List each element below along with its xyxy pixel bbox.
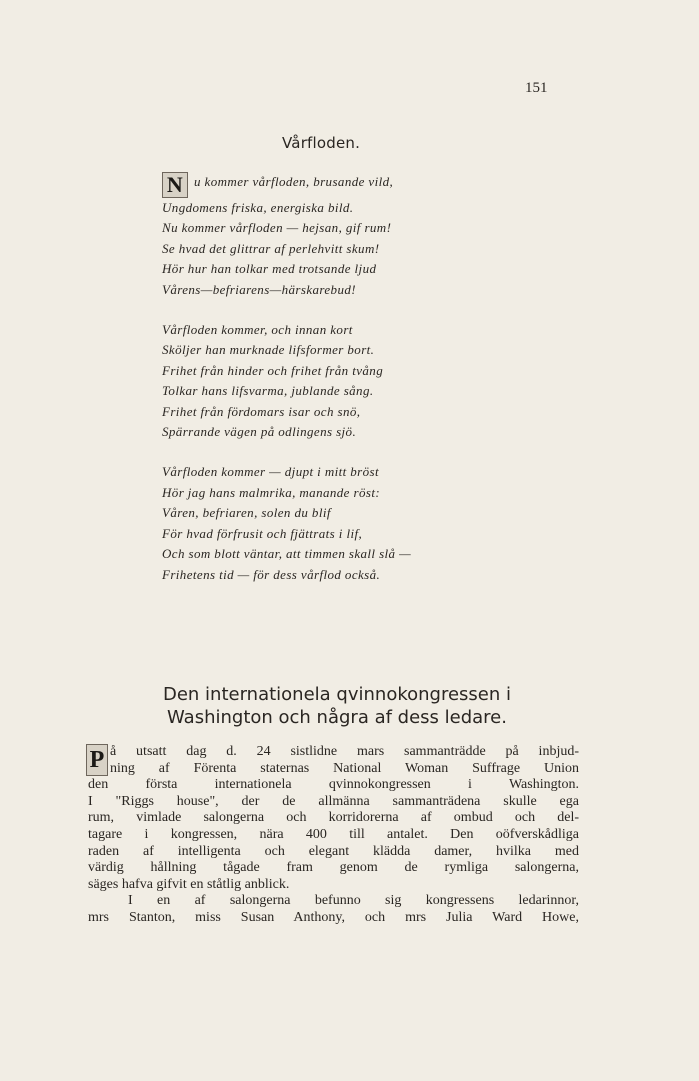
article-body bbox=[88, 744, 579, 927]
article-line: I en af salongerna befunno sig kongressens ledarinnor, bbox=[128, 893, 579, 909]
poem-line: Och som blott väntar, att timmen skall slå — bbox=[162, 546, 412, 562]
article-line: mrs Stanton, miss Susan Anthony, och mrs Julia Ward Howe, bbox=[88, 909, 579, 925]
article-title-line-2: Washington och några af dess ledare. bbox=[167, 707, 507, 728]
article-line: tagare i kongressen, nära 400 till antalet. Den oöfverskådliga bbox=[88, 826, 579, 842]
poem-line: Våren, befriaren, solen du blif bbox=[162, 505, 331, 521]
poem-line: Sköljer han murknade lifsformer bort. bbox=[162, 342, 375, 358]
article-line: rum, vimlade salongerna och korridorerna af ombud och del- bbox=[88, 810, 579, 826]
poem-line: Frihet från fördomars isar och snö, bbox=[162, 403, 361, 419]
poem-dropcap: N bbox=[162, 172, 188, 198]
poem-line: Tolkar hans lifsvarma, jublande sång. bbox=[162, 383, 374, 399]
poem-line: N u kommer vårfloden, brusande vild, bbox=[162, 172, 522, 198]
poem-line: Vårfloden kommer — djupt i mitt bröst bbox=[162, 464, 380, 480]
poem-line: Vårfloden kommer, och innan kort bbox=[162, 322, 353, 338]
article-line: värdig hållning tågade fram genom de rymliga salongerna, bbox=[88, 860, 579, 876]
poem-line: Spärrande vägen på odlingens sjö. bbox=[162, 424, 357, 440]
poem-line: Nu kommer vårfloden — hejsan, gif rum! bbox=[162, 220, 392, 236]
article-line: raden af intelligenta och elegant klädda damer, hvilka med bbox=[88, 843, 579, 859]
article-line: den första internationela qvinnokongressen i Washington. bbox=[88, 777, 579, 793]
poem-line: Hör jag hans malmrika, manande röst: bbox=[162, 484, 381, 500]
poem-line: Frihet från hinder och frihet från tvång bbox=[162, 362, 384, 378]
poem-line: Hör hur han tolkar med trotsande ljud bbox=[162, 261, 377, 277]
article-line: ning af Förenta staternas National Woman Suffrage Union bbox=[110, 760, 579, 776]
poem-line: Vårens—befriarens—härskarebud! bbox=[162, 281, 356, 297]
poem-line: Ungdomens friska, energiska bild. bbox=[162, 200, 354, 215]
article-title-line-1: Den internationela qvinnokongressen i bbox=[162, 684, 511, 705]
article-line: å utsatt dag d. 24 sistlidne mars sammanträdde på inbjud- bbox=[110, 744, 579, 759]
page-number: 151 bbox=[525, 80, 548, 96]
poem-stanza-2 bbox=[162, 320, 522, 442]
poem-stanza-1 bbox=[162, 172, 522, 300]
poem-line: Frihetens tid — för dess vårflod också. bbox=[162, 566, 381, 582]
poem-line: För hvad förfrusit och fjättrats i lif, bbox=[162, 525, 363, 541]
poem-title: Vårfloden. bbox=[282, 134, 361, 152]
poem bbox=[162, 172, 522, 605]
article-title bbox=[107, 683, 567, 729]
poem-stanza-3 bbox=[162, 462, 522, 584]
poem-line: Se hvad det glittrar af perlehvitt skum! bbox=[162, 240, 380, 256]
article-dropcap: P bbox=[86, 744, 108, 776]
article-line: säges hafva gifvit en ståtlig anblick. bbox=[88, 876, 290, 892]
article-line: I "Riggs house", der de allmänna sammanträdena skulle ega bbox=[88, 793, 579, 809]
